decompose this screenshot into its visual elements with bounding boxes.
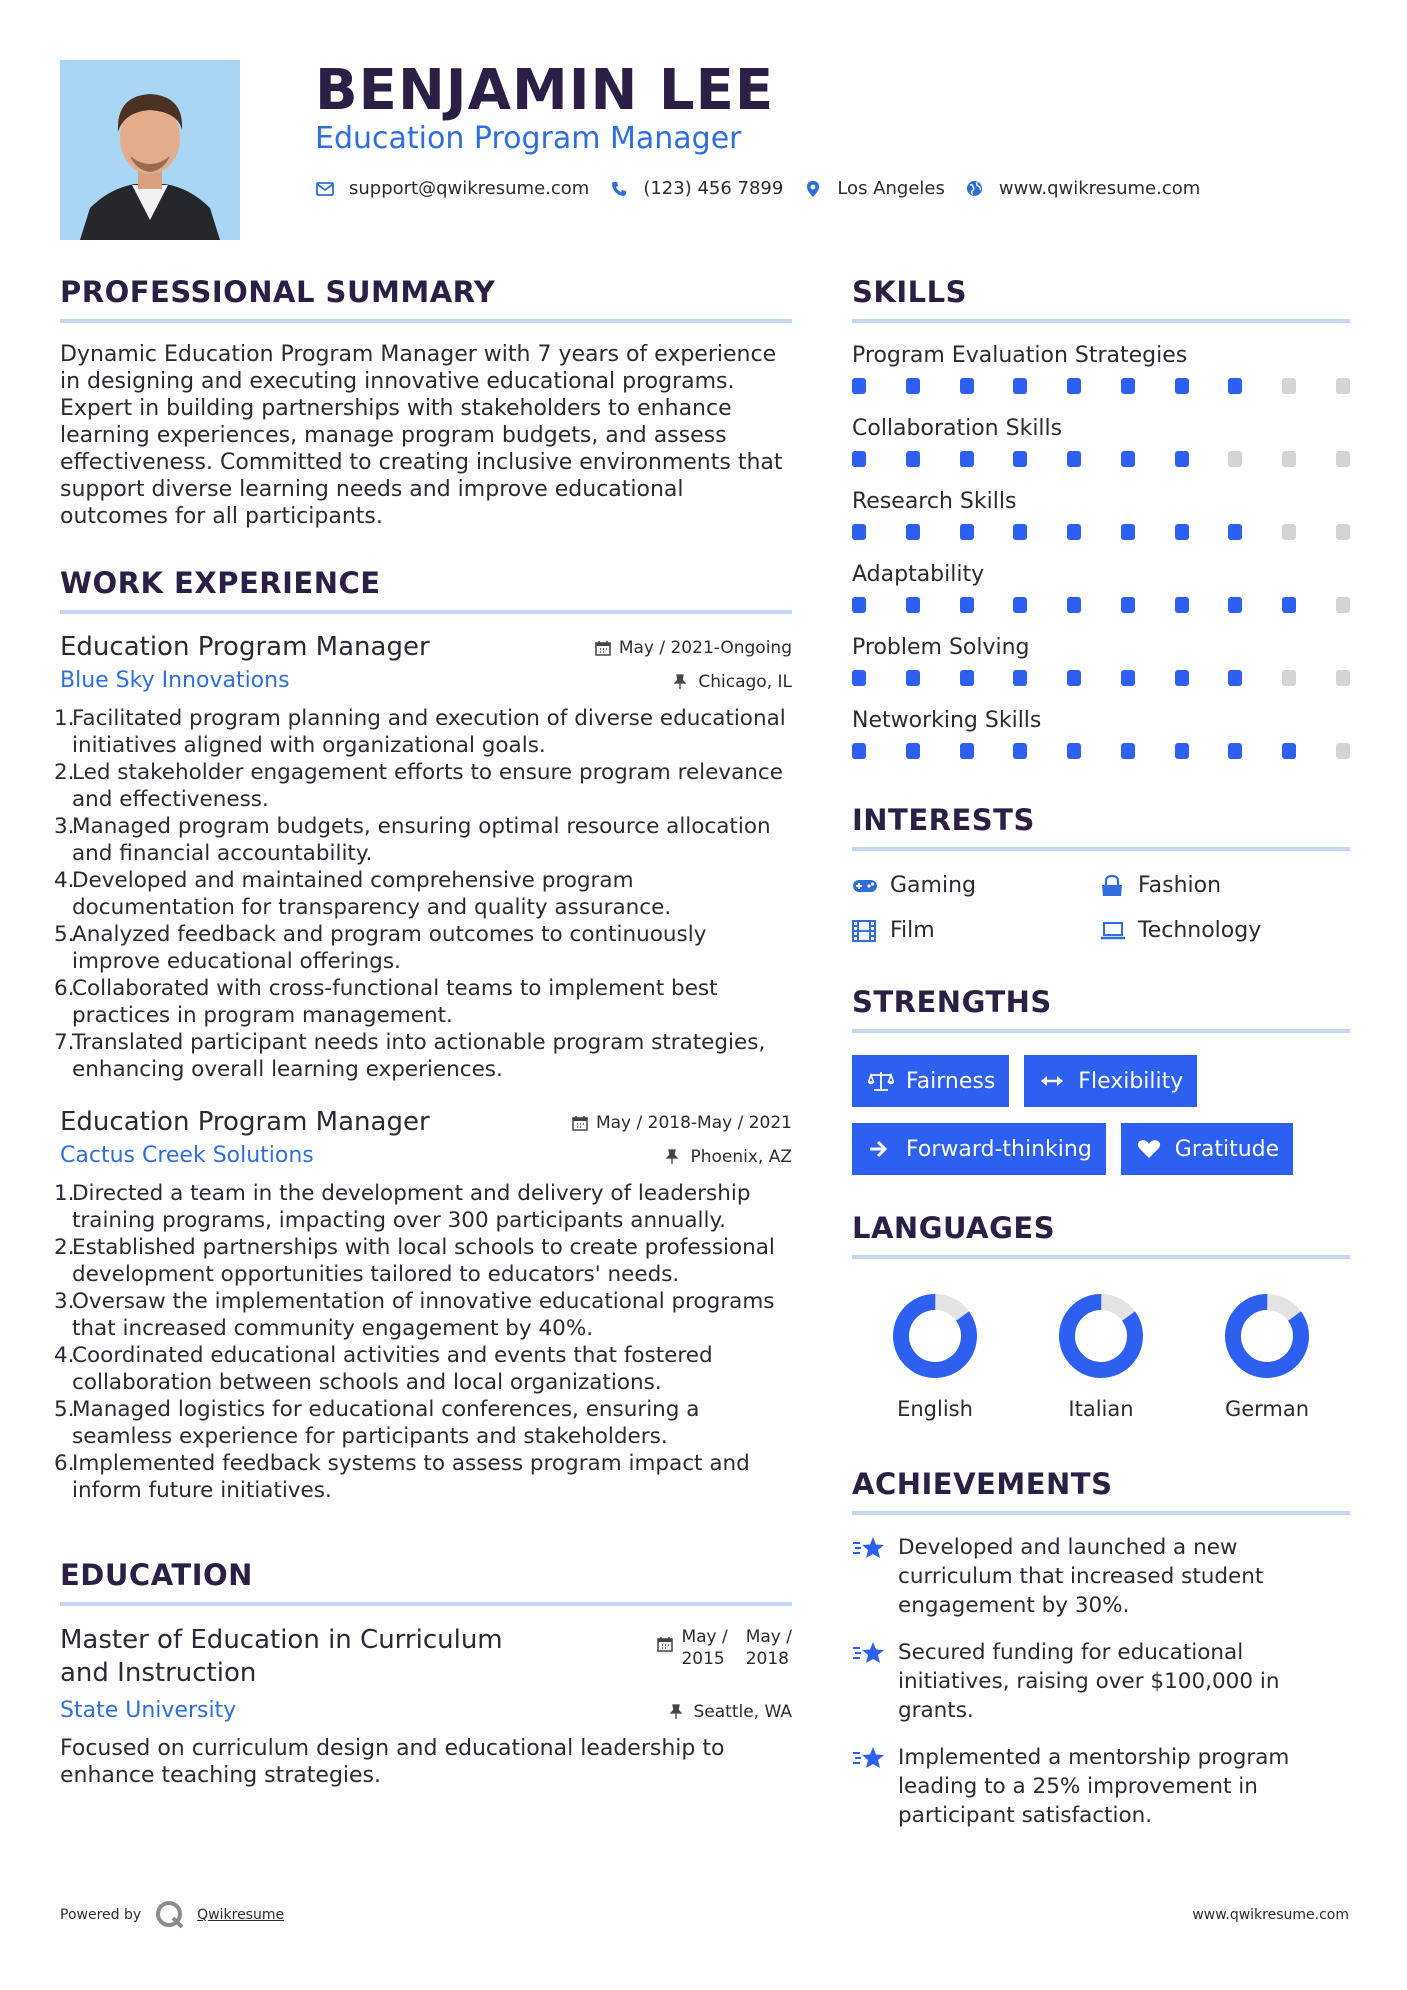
skill-name: Research Skills [852,489,1017,514]
job-location-text: Chicago, IL [698,672,792,692]
rating-dot-empty [1336,451,1350,467]
rating-dot-filled [906,451,920,467]
interest-item [852,918,1100,943]
education-end [746,1626,792,1670]
education-start-month: May / [681,1627,728,1647]
bullet-text: Led stakeholder engagement efforts to ensure program relevance and effectiveness. [72,760,783,812]
bullet-text: Oversaw the implementation of innovative educational programs that increased community engagement by 40%. [72,1289,775,1341]
skill-rating [852,451,1350,467]
skill-rating [852,597,1350,613]
language-item [1018,1293,1184,1421]
rating-dot-filled [960,670,974,686]
pin-icon [666,1149,682,1165]
job-location [666,1147,792,1167]
language-donut [1058,1293,1144,1379]
strength-tag [852,1123,1106,1175]
summary-heading: PROFESSIONAL SUMMARY [60,275,792,323]
brand-link[interactable]: Qwikresume [197,1907,285,1923]
rating-dot-filled [1175,378,1189,394]
rating-dot-empty [1336,524,1350,540]
rating-dot-empty [1336,743,1350,759]
rating-dot-filled [960,524,974,540]
candidate-name: BENJAMIN LEE [315,58,775,123]
donut-proficiency [1058,1293,1144,1379]
rating-dot-filled [1228,597,1242,613]
bullet-number: 2. [54,1235,75,1260]
strength-tag [1024,1055,1197,1107]
rating-dot-empty [1282,451,1296,467]
skill-item [852,562,1350,613]
rating-dot-empty [1336,670,1350,686]
rating-dot-filled [1013,524,1027,540]
skill-item [852,489,1350,540]
footer-website[interactable]: www.qwikresume.com [1192,1907,1349,1923]
rating-dot-filled [1067,524,1081,540]
rating-dot-filled [1228,670,1242,686]
job-bullet [54,705,792,759]
rating-dot-filled [1067,378,1081,394]
skill-name: Collaboration Skills [852,416,1063,441]
job-bullets [54,705,792,1083]
bullet-text: Analyzed feedback and program outcomes to continuously improve educational offerings. [72,922,707,974]
strength-label: Fairness [906,1068,996,1094]
star-icon [852,1745,888,1830]
rating-dot-filled [1282,597,1296,613]
interests-heading: INTERESTS [852,803,1350,851]
bullet-number: 4. [54,868,75,893]
rating-dot-empty [1282,670,1296,686]
rating-dot-filled [1013,743,1027,759]
rating-dot-filled [852,378,866,394]
interest-label: Film [890,918,935,943]
job-bullet [54,975,792,1029]
donut-proficiency [1224,1293,1310,1379]
rating-dot-filled [1175,670,1189,686]
skill-name: Adaptability [852,562,985,587]
languages-heading: LANGUAGES [852,1211,1350,1259]
calendar-icon [572,1115,588,1131]
contact-phone[interactable] [609,178,783,199]
skills-list [852,343,1350,759]
rating-dot-filled [1013,378,1027,394]
interest-item [1100,873,1350,898]
rating-dot-filled [852,743,866,759]
rating-dot-empty [1282,378,1296,394]
bullet-number: 4. [54,1343,75,1368]
education-location [670,1702,793,1722]
rating-dot-filled [906,743,920,759]
rating-dot-filled [852,597,866,613]
skill-item [852,416,1350,467]
heart-icon [1137,1138,1163,1160]
job-dates [595,638,792,658]
rating-dot-filled [1067,597,1081,613]
degree-title [60,1624,503,1690]
bullet-text: Developed and maintained comprehensive program documentation for transparency and quality assurance. [72,868,672,920]
bullet-number: 5. [54,1397,75,1422]
contact-website-text: www.qwikresume.com [998,178,1201,199]
arrow-right-icon [868,1138,894,1160]
job-location [674,672,792,692]
rating-dot-filled [1067,451,1081,467]
rating-dot-empty [1336,597,1350,613]
education-heading: EDUCATION [60,1558,792,1606]
job-dates-text: May / 2018-May / 2021 [595,1113,792,1133]
skill-name: Networking Skills [852,708,1042,733]
rating-dot-filled [852,524,866,540]
rating-dot-filled [1121,743,1135,759]
contact-website[interactable] [965,178,1200,199]
rating-dot-filled [960,378,974,394]
contact-bar [315,178,1220,199]
skill-rating [852,670,1350,686]
job-bullet [54,813,792,867]
contact-email[interactable] [315,178,589,199]
rating-dot-filled [1121,524,1135,540]
left-column [54,275,792,1789]
achievement-text: Secured funding for educational initiatives, raising over $100,000 in grants. [898,1640,1280,1723]
contact-phone-text: (123) 456 7899 [643,178,784,199]
job-bullet [54,1029,792,1083]
job-entry [54,632,792,1083]
bullet-text: Collaborated with cross-functional teams to implement best practices in program management. [72,976,718,1028]
language-item [1184,1293,1350,1421]
interests-grid [852,873,1350,943]
contact-location-text: Los Angeles [837,178,945,199]
strengths-heading: STRENGTHS [852,985,1350,1033]
qwikresume-logo-icon [155,1900,185,1930]
contact-location [803,178,945,199]
rating-dot-filled [1228,524,1242,540]
strength-label: Forward-thinking [906,1136,1092,1162]
bullet-number: 1. [54,1181,75,1206]
profile-photo [60,60,240,240]
balance-scale-icon [868,1070,894,1092]
language-name: Italian [1068,1397,1134,1421]
job-dates [572,1113,792,1133]
languages-list [852,1293,1350,1421]
map-marker-icon [803,179,823,199]
rating-dot-filled [960,743,974,759]
skill-item [852,343,1350,394]
education-description: Focused on curriculum design and educational leadership to enhance teaching strategies. [60,1736,725,1788]
language-name: German [1224,1397,1310,1421]
rating-dot-filled [1121,597,1135,613]
job-bullet [54,1396,792,1450]
job-entry [54,1107,792,1504]
rating-dot-filled [1228,378,1242,394]
star-icon [852,1640,888,1725]
skill-rating [852,524,1350,540]
bullet-text: Directed a team in the development and delivery of leadership training programs, impacting over 300 participants annually. [72,1181,751,1233]
star-icon [852,1535,888,1620]
job-bullet [54,921,792,975]
interest-label: Gaming [890,873,976,898]
interest-item [1100,918,1350,943]
skill-name: Program Evaluation Strategies [852,343,1188,368]
right-column [852,275,1350,1830]
education-end-month: May / [745,1627,792,1647]
job-title: Education Program Manager [60,1107,430,1137]
film-icon [852,920,878,942]
achievement-item [852,1533,1350,1620]
rating-dot-filled [1067,743,1081,759]
calendar-icon [595,640,611,656]
bullet-number: 5. [54,922,75,947]
interest-item [852,873,1100,898]
rating-dot-filled [1013,597,1027,613]
language-donut [1224,1293,1310,1379]
calendar-icon [657,1636,673,1652]
job-bullet [54,1234,792,1288]
language-item [852,1293,1018,1421]
rating-dot-filled [1013,451,1027,467]
strengths-list [852,1055,1350,1175]
rating-dot-empty [1336,378,1350,394]
rating-dot-filled [1175,597,1189,613]
strength-label: Gratitude [1174,1136,1280,1162]
rating-dot-filled [1175,524,1189,540]
rating-dot-filled [960,597,974,613]
skill-item [852,635,1350,686]
rating-dot-filled [852,670,866,686]
interest-label: Technology [1138,918,1262,943]
achievements-list [852,1533,1350,1830]
rating-dot-filled [906,670,920,686]
education-end-year: 2018 [745,1649,789,1669]
education-dates [657,1626,792,1670]
achievement-text: Implemented a mentorship program leading to a 25% improvement in participant satisfaction. [898,1745,1290,1828]
rating-dot-filled [906,378,920,394]
job-bullet [54,1288,792,1342]
language-donut [892,1293,978,1379]
strength-tag [1121,1123,1293,1175]
job-location-text: Phoenix, AZ [690,1147,792,1167]
bullet-text: Established partnerships with local schools to create professional development opportunities tailored to educators' needs. [72,1235,775,1287]
degree-line-2: and Instruction [60,1658,257,1688]
job-bullet [54,1180,792,1234]
interest-label: Fashion [1138,873,1222,898]
rating-dot-empty [1228,451,1242,467]
company-name[interactable]: Blue Sky Innovations [60,668,290,693]
skill-item [852,708,1350,759]
company-name[interactable]: Cactus Creek Solutions [60,1143,314,1168]
bullet-number: 6. [54,1451,75,1476]
achievements-heading: ACHIEVEMENTS [852,1467,1350,1515]
rating-dot-filled [1175,743,1189,759]
rating-dot-filled [1121,670,1135,686]
bullet-text: Coordinated educational activities and events that fostered collaboration between schools and local organizations. [72,1343,713,1395]
achievement-text: Developed and launched a new curriculum that increased student engagement by 30%. [898,1535,1264,1618]
footer-powered-by [60,1900,284,1930]
arrows-horizontal-icon [1040,1070,1066,1092]
bullet-text: Facilitated program planning and execution of diverse educational initiatives aligned with organizational goals. [72,706,786,758]
job-title: Education Program Manager [60,632,430,662]
education-start-year: 2015 [681,1649,725,1669]
bullet-number: 3. [54,1289,75,1314]
bullet-text: Translated participant needs into actionable program strategies, enhancing overall learning experiences. [72,1030,766,1082]
rating-dot-filled [1013,670,1027,686]
strength-tag [852,1055,1009,1107]
job-bullets [54,1180,792,1504]
candidate-title: Education Program Manager [315,121,742,156]
contact-email-text: support@qwikresume.com [349,178,590,199]
job-bullet [54,1450,792,1504]
gamepad-icon [852,875,878,897]
rating-dot-filled [1121,378,1135,394]
achievement-item [852,1638,1350,1725]
rating-dot-filled [906,524,920,540]
bullet-number: 3. [54,814,75,839]
skill-name: Problem Solving [852,635,1030,660]
rating-dot-filled [960,451,974,467]
rating-dot-filled [1282,743,1296,759]
language-name: English [897,1397,973,1421]
donut-proficiency [892,1293,978,1379]
bullet-text: Managed logistics for educational conferences, ensuring a seamless experience for participants and stakeholders. [72,1397,700,1449]
phone-icon [609,179,629,199]
skill-rating [852,743,1350,759]
bullet-text: Managed program budgets, ensuring optimal resource allocation and financial accountability. [72,814,771,866]
rating-dot-filled [906,597,920,613]
skills-heading: SKILLS [852,275,1350,323]
job-bullet [54,1342,792,1396]
job-dates-text: May / 2021-Ongoing [618,638,792,658]
rating-dot-filled [1175,451,1189,467]
laptop-icon [1100,920,1126,942]
job-bullet [54,867,792,921]
education-entry [60,1624,792,1789]
shopping-bag-icon [1100,875,1126,897]
school-name[interactable]: State University [60,1698,237,1723]
summary-text: Dynamic Education Program Manager with 7 years of experience in designing and executing innovative educational programs. Expert in building partnerships with stakeholders to enhance learning experiences, manage program budgets, and assess effectiveness. Committed to creating inclusive environments that support diverse learning needs and improve educational outcomes for all participants. [60,342,783,529]
bullet-text: Implemented feedback systems to assess program impact and inform future initiatives. [72,1451,750,1503]
degree-line-1: Master of Education in Curriculum [60,1625,503,1655]
pin-icon [670,1704,686,1720]
bullet-number: 6. [54,976,75,1001]
achievement-item [852,1743,1350,1830]
education-start [681,1626,727,1670]
powered-by-label: Powered by [60,1907,142,1923]
rating-dot-filled [1067,670,1081,686]
skill-rating [852,378,1350,394]
rating-dot-empty [1282,524,1296,540]
globe-icon [965,179,985,199]
bullet-number: 7. [54,1030,75,1055]
rating-dot-filled [852,451,866,467]
education-location-text: Seattle, WA [693,1702,792,1722]
strength-label: Flexibility [1078,1068,1184,1094]
bullet-number: 1. [54,706,75,731]
pin-icon [674,674,690,690]
experience-heading: WORK EXPERIENCE [60,566,792,614]
envelope-icon [315,179,335,199]
bullet-number: 2. [54,760,75,785]
job-bullet [54,759,792,813]
rating-dot-filled [1121,451,1135,467]
rating-dot-filled [1228,743,1242,759]
